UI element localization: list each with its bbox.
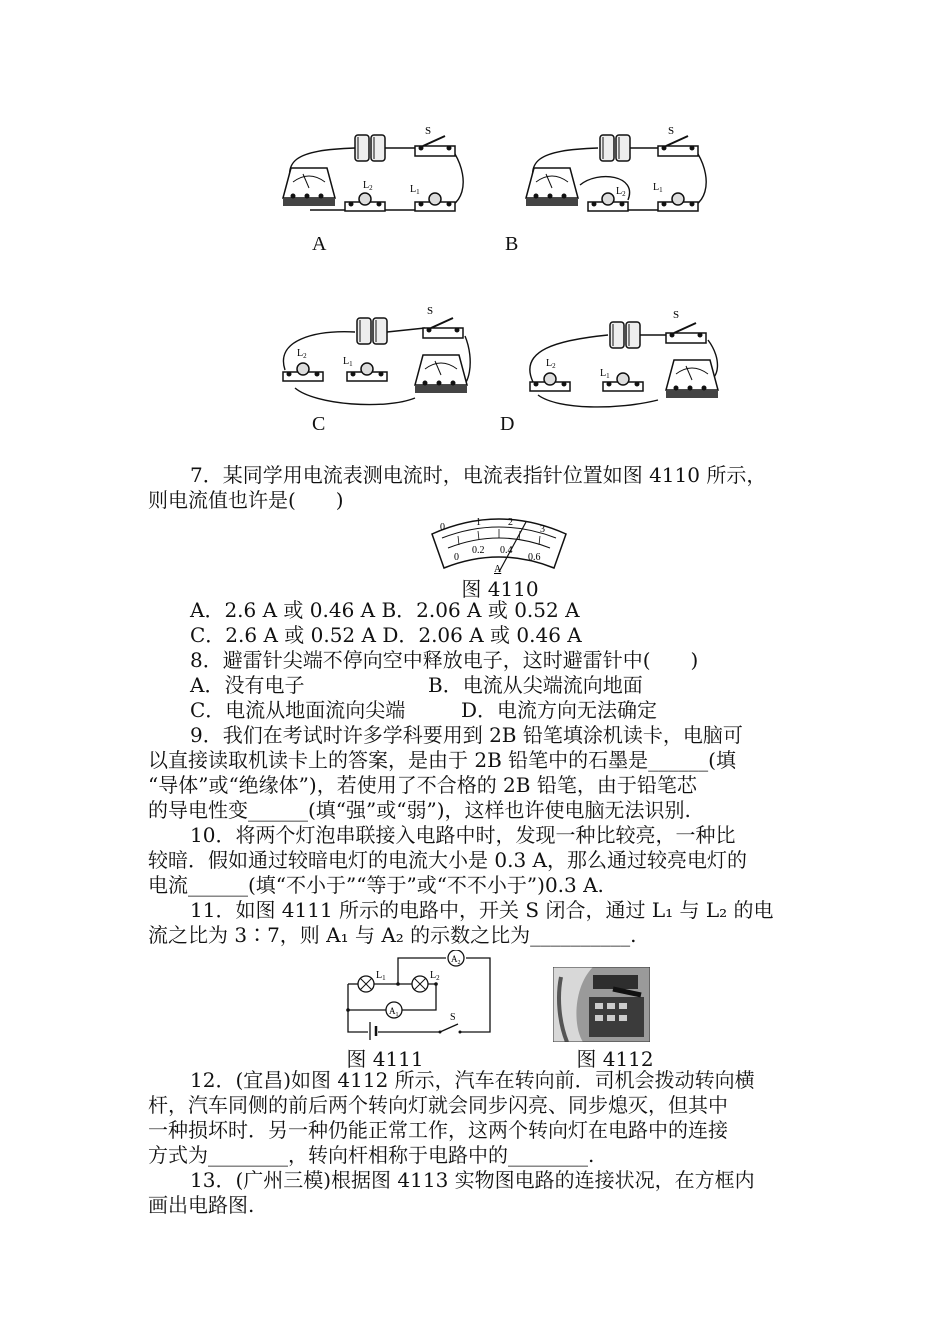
turn-signal-photo xyxy=(553,967,650,1042)
circuit-diagram-c xyxy=(275,300,475,410)
q7-line1: 7．某同学用电流表测电流时，电流表指针位置如图 4110 所示， xyxy=(190,463,767,487)
q9-line4: 的导电性变______(填“强”或“弱”)，这样也许使电脑无法识别. xyxy=(148,798,691,822)
svg-text:0: 0 xyxy=(454,552,459,563)
svg-text:L1: $L_1$ xyxy=(653,182,663,194)
svg-text:A2: $A_2$ xyxy=(451,954,461,966)
q8-option-d: D．电流方向无法确定 xyxy=(461,698,658,722)
svg-text:0.4: 0.4 xyxy=(500,545,513,556)
svg-text:S: S xyxy=(673,310,680,321)
svg-text:S: S xyxy=(427,305,434,317)
q7-options-row1: A．2.6 A 或 0.46 A B．2.06 A 或 0.52 A xyxy=(190,598,580,622)
q12-line3: 一种损坏时．另一种仍能正常工作，这两个转向灯在电路中的连接 xyxy=(148,1118,728,1142)
svg-text:S: S xyxy=(668,125,675,137)
svg-text:2: 2 xyxy=(508,517,513,528)
ammeter-dial xyxy=(428,512,570,578)
q12-line1: 12．(宜昌)如图 4112 所示，汽车在转向前．司机会拨动转向横 xyxy=(190,1068,755,1092)
q10-line3: 电流______(填“不小于”“等于”或“不不小于”)0.3 A. xyxy=(148,873,604,897)
q9-line3: “导体”或“绝缘体”)，若使用了不合格的 2B 铅笔，由于铅笔芯 xyxy=(148,773,697,797)
q7-line2: 则电流值也许是( ) xyxy=(148,488,344,512)
circuit-diagram-b xyxy=(518,120,718,220)
svg-text:L2: $L_2$ xyxy=(616,186,626,198)
figure-4110-caption: 图 4110 xyxy=(461,577,539,601)
svg-text:0: 0 xyxy=(440,522,445,533)
lamp-l2-label: $L_2$ xyxy=(363,180,373,192)
svg-text:L1: $L_1$ xyxy=(343,356,353,368)
q9-line1: 9．我们在考试时许多学科要用到 2B 铅笔填涂机读卡，电脑可 xyxy=(190,723,743,747)
svg-text:L1: $L_1$ xyxy=(600,368,610,380)
svg-text:3: 3 xyxy=(540,524,545,535)
svg-text:A: A xyxy=(494,564,502,575)
svg-text:L2: $L_2$ xyxy=(430,970,440,982)
q11-line2: 流之比为 3∶7，则 A₁ 与 A₂ 的示数之比为__________. xyxy=(148,923,637,947)
circuit-figure-4111 xyxy=(340,950,496,1040)
figure-4111-caption: 图 4111 xyxy=(346,1047,424,1071)
option-d-label: D xyxy=(500,413,515,435)
q10-line2: 较暗．假如通过较暗电灯的电流大小是 0.3 A，那么通过较亮电灯的 xyxy=(148,848,747,872)
option-c-label: C xyxy=(312,413,326,435)
q12-line2: 杆，汽车同侧的前后两个转向灯就会同步闪亮、同步熄灭，但其中 xyxy=(148,1093,728,1117)
svg-text:L2: $L_2$ xyxy=(297,348,307,360)
q8-option-a: A．没有电子 xyxy=(190,673,305,697)
option-a-label: A xyxy=(312,233,327,255)
svg-text:0.6: 0.6 xyxy=(528,552,541,563)
q13-line2: 画出电路图. xyxy=(148,1193,255,1217)
svg-text:L1: $L_1$ xyxy=(376,970,386,982)
q8-line1: 8．避雷针尖端不停向空中释放电子，这时避雷针中( ) xyxy=(190,648,699,672)
q9-line2: 以直接读取机读卡上的答案，是由于 2B 铅笔中的石墨是______(填 xyxy=(148,748,736,772)
option-b-label: B xyxy=(505,233,519,255)
q11-line1: 11．如图 4111 所示的电路中，开关 S 闭合，通过 L₁ 与 L₂ 的电 xyxy=(190,898,774,922)
circuit-diagram-d xyxy=(518,310,728,410)
lamp-l1-label: $L_1$ xyxy=(410,184,420,196)
svg-text:L2: $L_2$ xyxy=(546,358,556,370)
svg-text:0.2: 0.2 xyxy=(472,545,485,556)
svg-text:1: 1 xyxy=(476,517,481,528)
figure-4112-caption: 图 4112 xyxy=(576,1047,654,1071)
q8-option-b: B．电流从尖端流向地面 xyxy=(428,673,643,697)
svg-text:A1: $A_1$ xyxy=(389,1006,399,1018)
q12-line4: 方式为________，转向杆相称于电路中的________. xyxy=(148,1143,595,1167)
q10-line1: 10．将两个灯泡串联接入电路中时，发现一种比较亮，一种比 xyxy=(190,823,736,847)
q7-options-row2: C．2.6 A 或 0.52 A D．2.06 A 或 0.46 A xyxy=(190,623,582,647)
svg-text:S: S xyxy=(450,1012,456,1023)
q8-option-c: C．电流从地面流向尖端 xyxy=(190,698,406,722)
circuit-diagram-a xyxy=(275,120,475,220)
q13-line1: 13．(广州三模)根据图 4113 实物图电路的连接状况，在方框内 xyxy=(190,1168,755,1192)
switch-label: S xyxy=(425,125,432,137)
